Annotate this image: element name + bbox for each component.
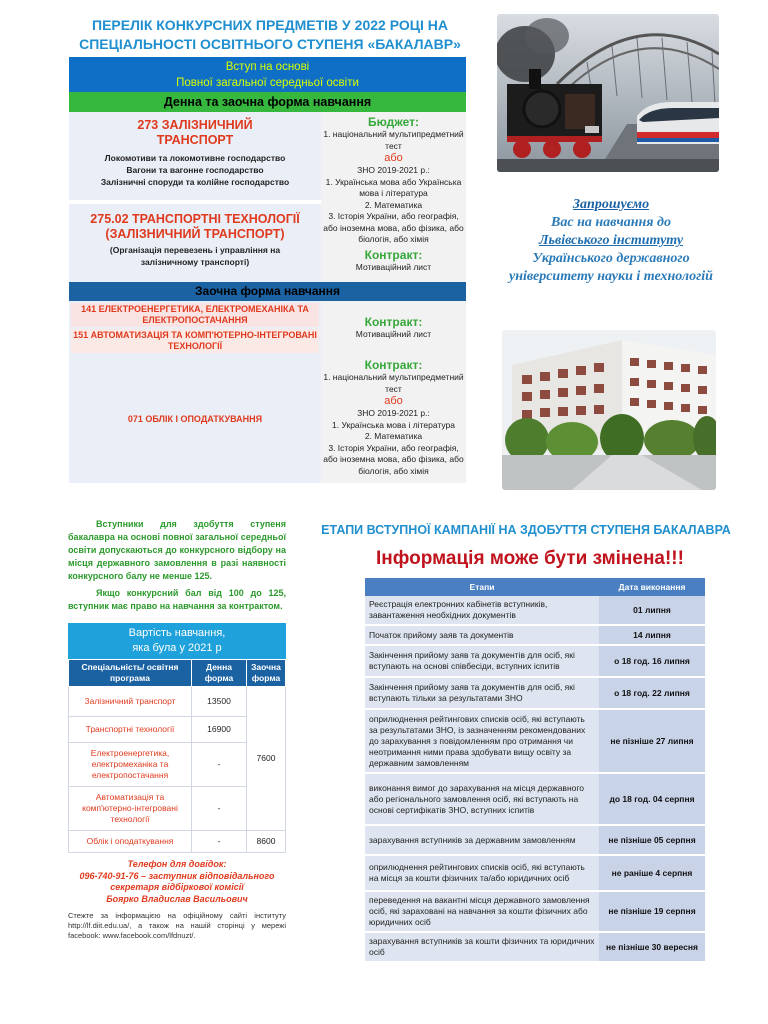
cost-row-day: 16900 xyxy=(192,717,247,743)
invite-line-4: Українського державного університету науки і технологій xyxy=(509,251,713,284)
stages-col-stage: Етапи xyxy=(365,578,599,596)
contract2-label: Контракт: xyxy=(364,358,423,372)
stage-text: Початок прийому заяв та документів xyxy=(365,625,599,645)
title-line-2: СПЕЦІАЛЬНОСТІ ОСВІТНЬОГО СТУПЕНЯ «БАКАЛАВР» xyxy=(79,36,461,52)
stage-date: о 18 год. 22 липня xyxy=(599,677,705,709)
stage-date: не пізніше 05 серпня xyxy=(599,825,705,855)
invitation-text xyxy=(500,196,722,286)
info-paragraph-1: Вступники для здобуття ступеня бакалавра на основі повної загальної середньої освіти допускаються до конкурсного відбору на місця державного замовлення в разі наявності конкурсного балу не менше 125. xyxy=(68,519,286,581)
spec-273-sub-2: Вагони та вагонне господарство xyxy=(126,165,264,175)
stage-text: переведення на вакантні місця державного замовлення осіб, які зараховані на навчання за кошти фізичних або юридичних осіб xyxy=(365,891,599,932)
cost-row-day: 13500 xyxy=(192,687,247,717)
invite-line-1: Запрошуємо xyxy=(572,197,650,212)
spec-cell-141-151 xyxy=(69,301,321,355)
contract-label: Контракт: xyxy=(364,247,423,262)
contract2-item-3: 3. Історія України, або географія, або іноземна мова, або фізика, або біологія, або хімія xyxy=(323,442,464,476)
cost-row-day: - xyxy=(192,787,247,831)
train-station-photo xyxy=(497,14,719,172)
stage-date: не пізніше 27 липня xyxy=(599,709,705,773)
stages-col-date: Дата виконання xyxy=(599,578,705,596)
budget-line-1: 1. національний мультипредметний тест xyxy=(323,129,464,151)
stage-text: Закінчення прийому заяв та документів для осіб, які вступають на основі співбесіди, вступних іспитів xyxy=(365,645,599,677)
basis-line-2: Повної загальної середньої освіти xyxy=(176,77,359,89)
cost-col-day: Денна форма xyxy=(192,660,247,687)
stage-date: не раніше 4 серпня xyxy=(599,855,705,891)
spec-cell-273-275 xyxy=(69,112,321,282)
table-row xyxy=(365,709,705,773)
stage-date: 14 липня xyxy=(599,625,705,645)
stage-text: зарахування вступників за кошти фізичних та юридичних осіб xyxy=(365,932,599,962)
cost-col-spec: Спеціальність/ освітня програма xyxy=(69,660,192,687)
cost-header-line-2: яка була у 2021 р xyxy=(132,642,222,654)
contact-block xyxy=(68,859,286,905)
stage-text: оприлюднення рейтингових списків осіб, які вступають на місця за кошти фізичних та/або юридичних осіб xyxy=(365,855,599,891)
stage-text: зарахування вступників за державним замовленням xyxy=(365,825,599,855)
basis-band xyxy=(69,57,466,92)
spec-071-requirements-cell xyxy=(321,355,466,483)
basis-line-1: Вступ на основі xyxy=(225,61,310,73)
contact-line-1: Телефон для довідок: xyxy=(127,859,227,869)
contract2-item-1: 1. Українська мова і література xyxy=(332,419,455,430)
cost-row-name: Транспортні технології xyxy=(69,717,192,743)
contact-line-3: Боярко Владислав Васильович xyxy=(106,893,248,904)
cost-row-zaochna: 8600 xyxy=(247,831,286,853)
cost-header-line-1: Вартість навчання, xyxy=(128,627,226,639)
zaochna-contract-label: Контракт: xyxy=(364,315,423,330)
table-row xyxy=(365,891,705,932)
cost-row-day: - xyxy=(192,831,247,853)
invite-line-3: Львівського інституту xyxy=(538,233,684,248)
left-info-column xyxy=(68,518,286,941)
stage-text: Реєстрація електронних кабінетів вступників, завантаження необхідних документів xyxy=(365,596,599,625)
budget-zno: ЗНО 2019-2021 р.: xyxy=(357,165,430,175)
spec-141-title: 141 ЕЛЕКТРОЕНЕРГЕТИКА, ЕЛЕКТРОМЕХАНІКА ТА ЕЛЕКТРОПОСТАЧАННЯ xyxy=(81,304,309,325)
spec-275-sub: (Організація перевезень і управління на залізничному транспорті) xyxy=(109,245,281,267)
cost-row-name: Залізничний транспорт xyxy=(69,687,192,717)
zaochna-contract-text: Мотиваційний лист xyxy=(355,329,432,340)
spec-273-sub-3: Залізничні споруди та колійне господарство xyxy=(100,177,290,187)
stage-date: не пізніше 30 вересня xyxy=(599,932,705,962)
spec-cell-071 xyxy=(69,355,321,483)
stages-table xyxy=(365,578,705,963)
budget-item-3: 3. Історія України, або географія, або іноземна мова, або фізика, або біологія, або хімія xyxy=(323,211,464,244)
stage-text: Закінчення прийому заяв та документів для осіб, які вступають тільки за результатами ЗНО xyxy=(365,677,599,709)
table-row xyxy=(365,855,705,891)
cost-table xyxy=(68,659,286,853)
table-row xyxy=(365,932,705,962)
institute-building-photo xyxy=(502,330,716,490)
cost-row-day: - xyxy=(192,743,247,787)
contact-line-2: 096-740-91-76 – заступник відповідального секретаря відбіркової комісії xyxy=(79,870,275,892)
cost-header xyxy=(68,623,286,659)
stage-date: не пізніше 19 серпня xyxy=(599,891,705,932)
zaochna-band: Заочна форма навчання xyxy=(69,282,466,301)
budget-item-1: 1. Українська мова або Українська мова і література xyxy=(325,176,462,198)
contract2-item-2: 2. Математика xyxy=(364,431,423,441)
invite-line-2: Вас на навчання до xyxy=(551,215,671,230)
spec-275-title: 275.02 ТРАНСПОРТНІ ТЕХНОЛОГІЇ (ЗАЛІЗНИЧНИЙ ТРАНСПОРТ) xyxy=(90,212,300,241)
stages-title: ЕТАПИ ВСТУПНОЇ КАМПАНІЇ НА ЗДОБУТТЯ СТУПЕНЯ БАКАЛАВРА xyxy=(321,523,731,537)
contract2-or: або xyxy=(384,395,403,407)
table-row xyxy=(365,625,705,645)
contract-text: Мотиваційний лист xyxy=(355,261,432,272)
subjects-table xyxy=(69,57,466,483)
table-row xyxy=(365,773,705,825)
footnote-text: Стежте за інформацією на офіційному сайті інституту http://lf.diit.edu.ua/, а також на нашій сторінці у мережі facebook: www.facebook.com/lfdnuzt/. xyxy=(68,911,286,940)
stage-date: до 18 год. 04 серпня xyxy=(599,773,705,825)
budget-item-2: 2. Математика xyxy=(364,199,423,210)
cost-row-name: Автоматизація та комп'ютерно-інтегровані технології xyxy=(69,787,192,831)
title-line-1: ПЕРЕЛІК КОНКУРСНИХ ПРЕДМЕТІВ У 2022 РОЦІ НА xyxy=(92,17,448,33)
cost-row-name: Електроенергетика, електромеханіка та електропостачання xyxy=(69,743,192,787)
contract2-zno: ЗНО 2019-2021 р.: xyxy=(357,408,430,418)
stage-text: оприлюднення рейтингових списків осіб, які вступають за результатами ЗНО, із зазначенням рекомендованих до зарахування з повідомленням про отримання чи неотримання ними права здобувати вищу освіту за державним замовленням xyxy=(365,709,599,773)
table-row xyxy=(365,825,705,855)
info-paragraph-2: Якщо конкурсний бал від 100 до 125, вступник має право на навчання за контрактом. xyxy=(68,588,286,611)
day-form-band: Денна та заочна форма навчання xyxy=(69,92,466,112)
zaochna-contract-cell xyxy=(321,301,466,355)
budget-or: або xyxy=(384,152,403,164)
table-row xyxy=(365,596,705,625)
table-row xyxy=(365,677,705,709)
contract2-line-1: 1. національний мультипредметний тест xyxy=(323,372,464,394)
spec-071-title: 071 ОБЛІК І ОПОДАТКУВАННЯ xyxy=(127,414,263,424)
table-row xyxy=(365,645,705,677)
spec-151-title: 151 АВТОМАТИЗАЦІЯ ТА КОМП'ЮТЕРНО-ІНТЕГРОВАНІ ТЕХНОЛОГІЇ xyxy=(73,330,317,351)
page-title xyxy=(70,16,470,54)
cost-row-name: Облік і оподаткування xyxy=(69,831,192,853)
spec-273-title: 273 ЗАЛІЗНИЧНИЙ ТРАНСПОРТ xyxy=(137,118,253,147)
spec-273-sub-1: Локомотиви та локомотивне господарство xyxy=(104,153,286,163)
budget-label: Бюджет: xyxy=(367,115,420,129)
cost-row-zaochna: 7600 xyxy=(247,687,286,831)
stage-date: 01 липня xyxy=(599,596,705,625)
stage-date: о 18 год. 16 липня xyxy=(599,645,705,677)
change-warning: Інформація може бути змінена!!! xyxy=(376,548,684,569)
cost-col-zaochna: Заочна форма xyxy=(247,660,286,687)
requirements-budget-cell xyxy=(321,112,466,282)
stage-text: виконання вимог до зарахування на місця державного або регіонального замовлення осіб, які вступають на основі сертифікатів ЗНО, вступних іспитів xyxy=(365,773,599,825)
